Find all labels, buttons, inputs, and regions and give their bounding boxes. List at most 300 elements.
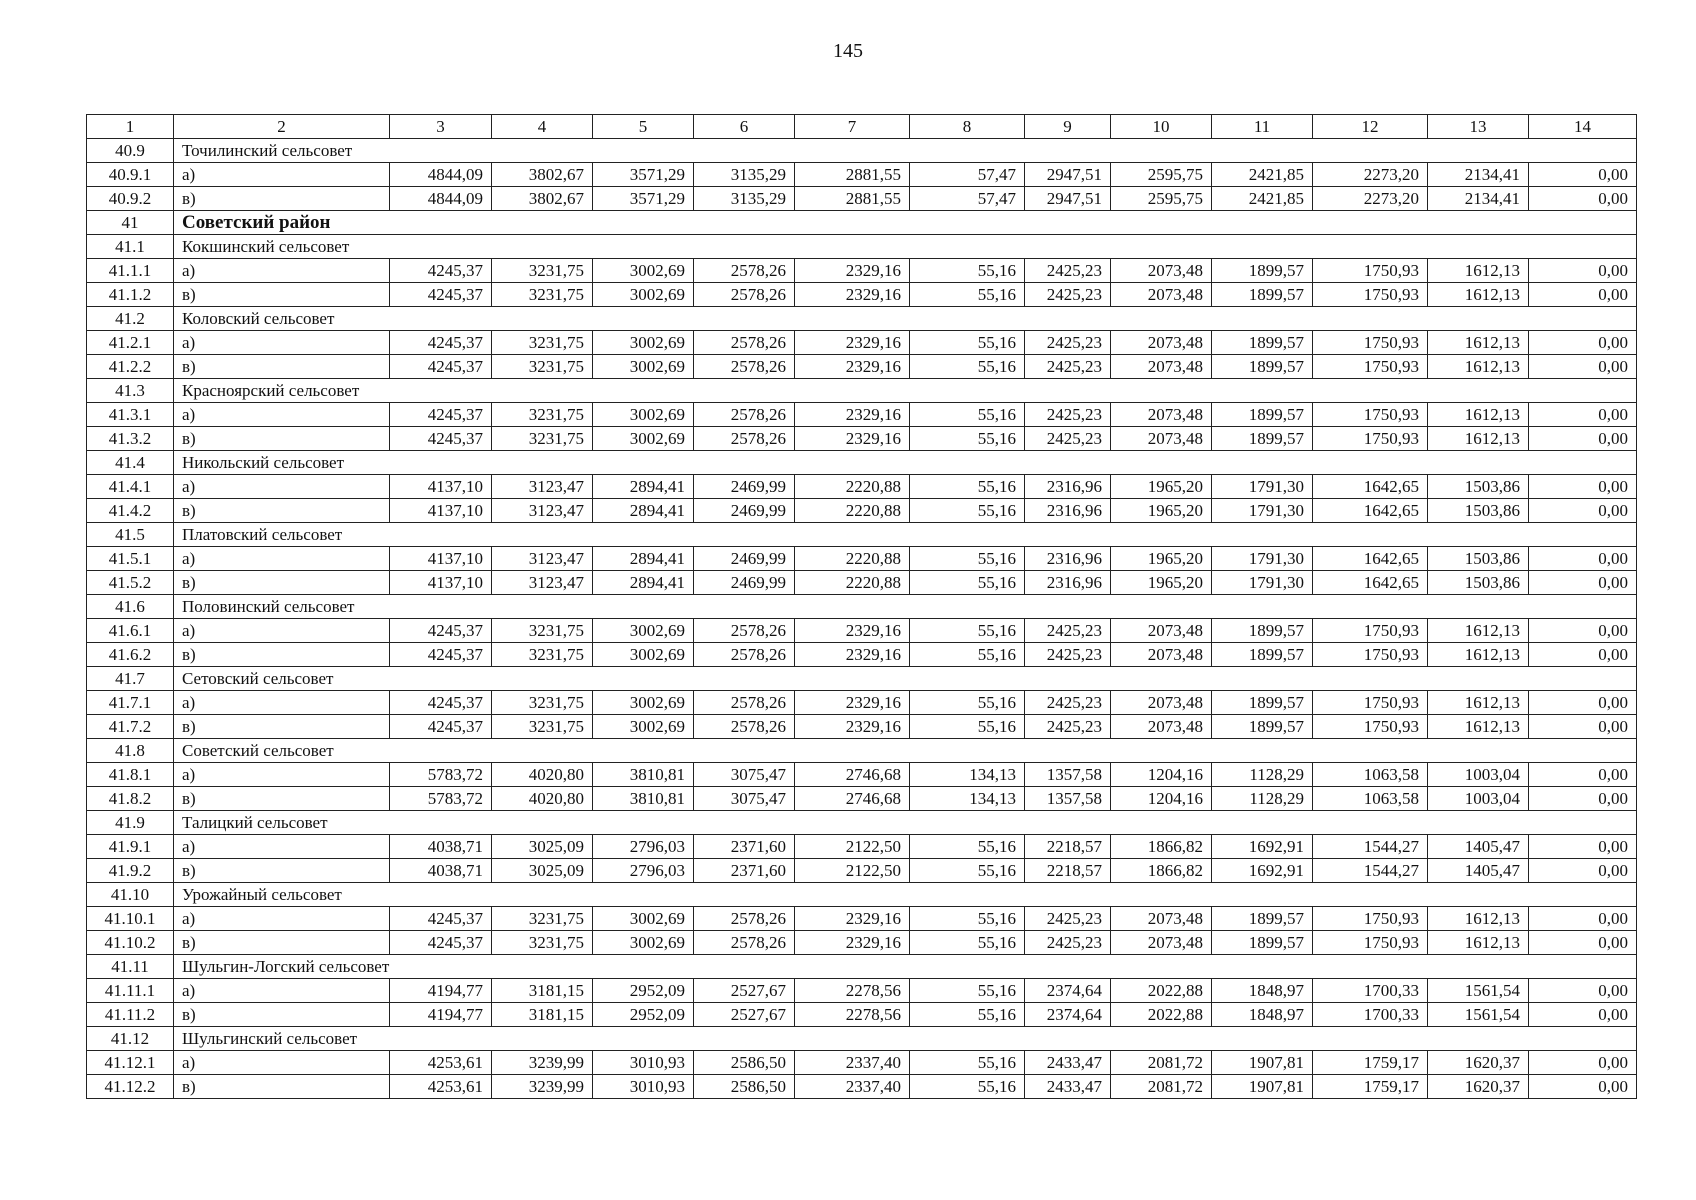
value-cell: 2881,55: [795, 187, 910, 211]
value-cell: 3002,69: [593, 283, 694, 307]
column-header: 2: [174, 115, 390, 139]
value-cell: 3123,47: [492, 499, 593, 523]
value-cell: 1612,13: [1428, 619, 1529, 643]
value-cell: 2329,16: [795, 355, 910, 379]
value-cell: 1561,54: [1428, 1003, 1529, 1027]
value-cell: 1750,93: [1313, 283, 1428, 307]
value-cell: 1128,29: [1212, 763, 1313, 787]
row-label: а): [174, 619, 390, 643]
section-header-row: [87, 451, 1637, 475]
section-header-row: [87, 307, 1637, 331]
column-header: 12: [1313, 115, 1428, 139]
section-header-row: [87, 811, 1637, 835]
value-cell: 2746,68: [795, 787, 910, 811]
value-cell: 2421,85: [1212, 163, 1313, 187]
value-cell: 1357,58: [1025, 787, 1111, 811]
value-cell: 2952,09: [593, 979, 694, 1003]
row-label: в): [174, 787, 390, 811]
value-cell: 1899,57: [1212, 619, 1313, 643]
value-cell: 1848,97: [1212, 1003, 1313, 1027]
section-name: Сетовский сельсовет: [174, 667, 1637, 691]
value-cell: 2329,16: [795, 259, 910, 283]
value-cell: 0,00: [1529, 1075, 1637, 1099]
section-header-row: [87, 667, 1637, 691]
value-cell: 2425,23: [1025, 331, 1111, 355]
table-row: [87, 427, 1637, 451]
value-cell: 3010,93: [593, 1075, 694, 1099]
value-cell: 2329,16: [795, 283, 910, 307]
value-cell: 2578,26: [694, 907, 795, 931]
table-row: [87, 547, 1637, 571]
value-cell: 3002,69: [593, 619, 694, 643]
value-cell: 2578,26: [694, 331, 795, 355]
row-code: 41.5.2: [87, 571, 174, 595]
value-cell: 2329,16: [795, 907, 910, 931]
value-cell: 2578,26: [694, 931, 795, 955]
value-cell: 0,00: [1529, 763, 1637, 787]
value-cell: 55,16: [910, 835, 1025, 859]
value-cell: 1899,57: [1212, 331, 1313, 355]
column-header: 6: [694, 115, 795, 139]
table-row: [87, 499, 1637, 523]
value-cell: 3002,69: [593, 427, 694, 451]
value-cell: 0,00: [1529, 163, 1637, 187]
row-label: а): [174, 979, 390, 1003]
value-cell: 2337,40: [795, 1075, 910, 1099]
value-cell: 2218,57: [1025, 859, 1111, 883]
value-cell: 4137,10: [390, 547, 492, 571]
value-cell: 3802,67: [492, 187, 593, 211]
section-code: 41: [87, 211, 174, 235]
section-code: 41.7: [87, 667, 174, 691]
value-cell: 2796,03: [593, 859, 694, 883]
value-cell: 2220,88: [795, 547, 910, 571]
table-row: [87, 475, 1637, 499]
value-cell: 2073,48: [1111, 403, 1212, 427]
section-header-row: [87, 739, 1637, 763]
value-cell: 3239,99: [492, 1051, 593, 1075]
value-cell: 1405,47: [1428, 859, 1529, 883]
value-cell: 2947,51: [1025, 187, 1111, 211]
value-cell: 2073,48: [1111, 715, 1212, 739]
value-cell: 0,00: [1529, 859, 1637, 883]
value-cell: 4245,37: [390, 355, 492, 379]
value-cell: 1750,93: [1313, 355, 1428, 379]
value-cell: 0,00: [1529, 187, 1637, 211]
value-cell: 2316,96: [1025, 547, 1111, 571]
value-cell: 2578,26: [694, 691, 795, 715]
value-cell: 0,00: [1529, 691, 1637, 715]
row-code: 41.8.1: [87, 763, 174, 787]
section-code: 41.1: [87, 235, 174, 259]
value-cell: 2073,48: [1111, 907, 1212, 931]
section-header-row: [87, 1027, 1637, 1051]
column-header: 14: [1529, 115, 1637, 139]
row-label: в): [174, 643, 390, 667]
value-cell: 2329,16: [795, 715, 910, 739]
value-cell: 2425,23: [1025, 907, 1111, 931]
value-cell: 1899,57: [1212, 715, 1313, 739]
value-cell: 3002,69: [593, 931, 694, 955]
value-cell: 55,16: [910, 691, 1025, 715]
value-cell: 3135,29: [694, 187, 795, 211]
value-cell: 1791,30: [1212, 499, 1313, 523]
column-header-row: [87, 115, 1637, 139]
value-cell: 2894,41: [593, 475, 694, 499]
value-cell: 55,16: [910, 1003, 1025, 1027]
value-cell: 1612,13: [1428, 331, 1529, 355]
value-cell: 2425,23: [1025, 283, 1111, 307]
row-label: в): [174, 571, 390, 595]
section-code: 41.6: [87, 595, 174, 619]
value-cell: 0,00: [1529, 619, 1637, 643]
column-header: 5: [593, 115, 694, 139]
value-cell: 2220,88: [795, 571, 910, 595]
value-cell: 1503,86: [1428, 475, 1529, 499]
value-cell: 2329,16: [795, 619, 910, 643]
value-cell: 4245,37: [390, 931, 492, 955]
value-cell: 2122,50: [795, 859, 910, 883]
value-cell: 0,00: [1529, 283, 1637, 307]
value-cell: 3571,29: [593, 187, 694, 211]
value-cell: 2329,16: [795, 403, 910, 427]
value-cell: 2134,41: [1428, 163, 1529, 187]
value-cell: 3802,67: [492, 163, 593, 187]
value-cell: 1899,57: [1212, 427, 1313, 451]
row-code: 41.11.2: [87, 1003, 174, 1027]
value-cell: 3231,75: [492, 331, 593, 355]
value-cell: 3231,75: [492, 931, 593, 955]
value-cell: 0,00: [1529, 403, 1637, 427]
row-code: 41.12.1: [87, 1051, 174, 1075]
value-cell: 2578,26: [694, 427, 795, 451]
value-cell: 4137,10: [390, 475, 492, 499]
value-cell: 3231,75: [492, 907, 593, 931]
value-cell: 3181,15: [492, 979, 593, 1003]
value-cell: 0,00: [1529, 331, 1637, 355]
value-cell: 3571,29: [593, 163, 694, 187]
section-code: 41.2: [87, 307, 174, 331]
value-cell: 2316,96: [1025, 499, 1111, 523]
value-cell: 55,16: [910, 259, 1025, 283]
section-name: Кокшинский сельсовет: [174, 235, 1637, 259]
table-row: [87, 187, 1637, 211]
section-header-row: [87, 235, 1637, 259]
value-cell: 0,00: [1529, 571, 1637, 595]
table-row: [87, 643, 1637, 667]
value-cell: 3075,47: [694, 763, 795, 787]
value-cell: 0,00: [1529, 475, 1637, 499]
value-cell: 2073,48: [1111, 619, 1212, 643]
value-cell: 4245,37: [390, 907, 492, 931]
value-cell: 2469,99: [694, 475, 795, 499]
value-cell: 0,00: [1529, 547, 1637, 571]
value-cell: 0,00: [1529, 715, 1637, 739]
table-row: [87, 763, 1637, 787]
row-code: 41.8.2: [87, 787, 174, 811]
value-cell: 4245,37: [390, 691, 492, 715]
value-cell: 57,47: [910, 187, 1025, 211]
value-cell: 1405,47: [1428, 835, 1529, 859]
section-header-row: [87, 595, 1637, 619]
value-cell: 2073,48: [1111, 427, 1212, 451]
value-cell: 1544,27: [1313, 859, 1428, 883]
district-header-row: [87, 211, 1637, 235]
column-header: 7: [795, 115, 910, 139]
value-cell: 2425,23: [1025, 715, 1111, 739]
value-cell: 4253,61: [390, 1051, 492, 1075]
value-cell: 55,16: [910, 619, 1025, 643]
value-cell: 55,16: [910, 859, 1025, 883]
value-cell: 2469,99: [694, 547, 795, 571]
row-label: в): [174, 355, 390, 379]
value-cell: 55,16: [910, 283, 1025, 307]
value-cell: 1791,30: [1212, 571, 1313, 595]
value-cell: 4245,37: [390, 331, 492, 355]
table-row: [87, 331, 1637, 355]
section-header-row: [87, 523, 1637, 547]
value-cell: 2527,67: [694, 979, 795, 1003]
value-cell: 1612,13: [1428, 931, 1529, 955]
value-cell: 1750,93: [1313, 427, 1428, 451]
value-cell: 3810,81: [593, 787, 694, 811]
table-row: [87, 283, 1637, 307]
value-cell: 3231,75: [492, 715, 593, 739]
section-code: 41.11: [87, 955, 174, 979]
value-cell: 1899,57: [1212, 283, 1313, 307]
value-cell: 4245,37: [390, 619, 492, 643]
table-row: [87, 1003, 1637, 1027]
section-name: Талицкий сельсовет: [174, 811, 1637, 835]
value-cell: 3231,75: [492, 643, 593, 667]
row-code: 41.7.2: [87, 715, 174, 739]
table-row: [87, 715, 1637, 739]
value-cell: 2425,23: [1025, 691, 1111, 715]
value-cell: 2081,72: [1111, 1075, 1212, 1099]
value-cell: 2578,26: [694, 355, 795, 379]
value-cell: 55,16: [910, 907, 1025, 931]
row-code: 41.3.2: [87, 427, 174, 451]
value-cell: 2316,96: [1025, 475, 1111, 499]
value-cell: 2329,16: [795, 643, 910, 667]
row-label: а): [174, 763, 390, 787]
value-cell: 0,00: [1529, 643, 1637, 667]
row-code: 41.5.1: [87, 547, 174, 571]
value-cell: 2329,16: [795, 931, 910, 955]
value-cell: 2273,20: [1313, 163, 1428, 187]
section-code: 41.4: [87, 451, 174, 475]
value-cell: 4844,09: [390, 187, 492, 211]
section-name: Платовский сельсовет: [174, 523, 1637, 547]
row-code: 41.1.2: [87, 283, 174, 307]
value-cell: 1750,93: [1313, 907, 1428, 931]
value-cell: 1612,13: [1428, 643, 1529, 667]
row-code: 41.10.2: [87, 931, 174, 955]
table-row: [87, 259, 1637, 283]
tariff-table: [86, 114, 1637, 1099]
value-cell: 2220,88: [795, 499, 910, 523]
section-name: Половинский сельсовет: [174, 595, 1637, 619]
value-cell: 0,00: [1529, 259, 1637, 283]
value-cell: 3075,47: [694, 787, 795, 811]
value-cell: 0,00: [1529, 1003, 1637, 1027]
column-header: 9: [1025, 115, 1111, 139]
value-cell: 55,16: [910, 403, 1025, 427]
section-name: Никольский сельсовет: [174, 451, 1637, 475]
value-cell: 1700,33: [1313, 979, 1428, 1003]
value-cell: 4137,10: [390, 571, 492, 595]
value-cell: 1620,37: [1428, 1051, 1529, 1075]
value-cell: 55,16: [910, 475, 1025, 499]
value-cell: 2425,23: [1025, 643, 1111, 667]
section-code: 41.5: [87, 523, 174, 547]
section-name: Шульгинский сельсовет: [174, 1027, 1637, 1051]
row-code: 41.1.1: [87, 259, 174, 283]
value-cell: 2073,48: [1111, 331, 1212, 355]
row-label: в): [174, 283, 390, 307]
row-code: 41.12.2: [87, 1075, 174, 1099]
section-header-row: [87, 139, 1637, 163]
value-cell: 134,13: [910, 787, 1025, 811]
value-cell: 2894,41: [593, 571, 694, 595]
value-cell: 3181,15: [492, 1003, 593, 1027]
section-code: 41.10: [87, 883, 174, 907]
value-cell: 1965,20: [1111, 547, 1212, 571]
value-cell: 1612,13: [1428, 355, 1529, 379]
value-cell: 2073,48: [1111, 691, 1212, 715]
value-cell: 55,16: [910, 355, 1025, 379]
row-label: а): [174, 403, 390, 427]
value-cell: 3231,75: [492, 259, 593, 283]
value-cell: 1700,33: [1313, 1003, 1428, 1027]
value-cell: 2329,16: [795, 691, 910, 715]
value-cell: 3002,69: [593, 403, 694, 427]
table-row: [87, 787, 1637, 811]
value-cell: 1899,57: [1212, 907, 1313, 931]
table-row: [87, 163, 1637, 187]
value-cell: 1561,54: [1428, 979, 1529, 1003]
table-row: [87, 619, 1637, 643]
row-label: а): [174, 259, 390, 283]
value-cell: 2073,48: [1111, 643, 1212, 667]
section-header-row: [87, 955, 1637, 979]
value-cell: 1612,13: [1428, 691, 1529, 715]
district-name: Советский район: [174, 211, 1637, 235]
value-cell: 2073,48: [1111, 355, 1212, 379]
row-label: а): [174, 475, 390, 499]
value-cell: 3123,47: [492, 571, 593, 595]
value-cell: 2278,56: [795, 1003, 910, 1027]
value-cell: 5783,72: [390, 787, 492, 811]
value-cell: 2578,26: [694, 643, 795, 667]
value-cell: 3231,75: [492, 355, 593, 379]
row-label: а): [174, 907, 390, 931]
section-name: Шульгин-Логский сельсовет: [174, 955, 1637, 979]
row-code: 41.9.1: [87, 835, 174, 859]
value-cell: 55,16: [910, 931, 1025, 955]
row-code: 41.2.2: [87, 355, 174, 379]
value-cell: 2425,23: [1025, 619, 1111, 643]
value-cell: 0,00: [1529, 931, 1637, 955]
value-cell: 0,00: [1529, 427, 1637, 451]
table-row: [87, 907, 1637, 931]
value-cell: 1899,57: [1212, 691, 1313, 715]
section-code: 40.9: [87, 139, 174, 163]
section-header-row: [87, 379, 1637, 403]
value-cell: 55,16: [910, 715, 1025, 739]
value-cell: 2134,41: [1428, 187, 1529, 211]
value-cell: 4245,37: [390, 259, 492, 283]
value-cell: 1204,16: [1111, 787, 1212, 811]
value-cell: 2022,88: [1111, 1003, 1212, 1027]
row-code: 41.7.1: [87, 691, 174, 715]
value-cell: 3135,29: [694, 163, 795, 187]
value-cell: 1357,58: [1025, 763, 1111, 787]
row-label: в): [174, 931, 390, 955]
value-cell: 2329,16: [795, 331, 910, 355]
value-cell: 1965,20: [1111, 499, 1212, 523]
value-cell: 4253,61: [390, 1075, 492, 1099]
value-cell: 1612,13: [1428, 259, 1529, 283]
column-header: 13: [1428, 115, 1529, 139]
value-cell: 1759,17: [1313, 1075, 1428, 1099]
value-cell: 1750,93: [1313, 643, 1428, 667]
value-cell: 3010,93: [593, 1051, 694, 1075]
column-header: 3: [390, 115, 492, 139]
value-cell: 55,16: [910, 643, 1025, 667]
table-row: [87, 979, 1637, 1003]
value-cell: 2425,23: [1025, 427, 1111, 451]
value-cell: 0,00: [1529, 499, 1637, 523]
value-cell: 2220,88: [795, 475, 910, 499]
value-cell: 3123,47: [492, 547, 593, 571]
value-cell: 3002,69: [593, 355, 694, 379]
row-code: 41.6.1: [87, 619, 174, 643]
section-name: Красноярский сельсовет: [174, 379, 1637, 403]
value-cell: 0,00: [1529, 787, 1637, 811]
column-header: 4: [492, 115, 593, 139]
value-cell: 1612,13: [1428, 427, 1529, 451]
value-cell: 1899,57: [1212, 643, 1313, 667]
value-cell: 1791,30: [1212, 475, 1313, 499]
value-cell: 0,00: [1529, 1051, 1637, 1075]
value-cell: 2273,20: [1313, 187, 1428, 211]
value-cell: 55,16: [910, 427, 1025, 451]
value-cell: 1544,27: [1313, 835, 1428, 859]
value-cell: 2746,68: [795, 763, 910, 787]
value-cell: 55,16: [910, 571, 1025, 595]
column-header: 1: [87, 115, 174, 139]
value-cell: 4038,71: [390, 835, 492, 859]
row-code: 41.9.2: [87, 859, 174, 883]
value-cell: 2595,75: [1111, 163, 1212, 187]
value-cell: 3002,69: [593, 691, 694, 715]
value-cell: 2578,26: [694, 259, 795, 283]
value-cell: 55,16: [910, 979, 1025, 1003]
value-cell: 2081,72: [1111, 1051, 1212, 1075]
table-row: [87, 355, 1637, 379]
value-cell: 0,00: [1529, 979, 1637, 1003]
value-cell: 55,16: [910, 499, 1025, 523]
section-code: 41.9: [87, 811, 174, 835]
table-row: [87, 1075, 1637, 1099]
value-cell: 1503,86: [1428, 571, 1529, 595]
value-cell: 1848,97: [1212, 979, 1313, 1003]
value-cell: 55,16: [910, 1075, 1025, 1099]
value-cell: 3810,81: [593, 763, 694, 787]
value-cell: 2218,57: [1025, 835, 1111, 859]
value-cell: 1642,65: [1313, 547, 1428, 571]
